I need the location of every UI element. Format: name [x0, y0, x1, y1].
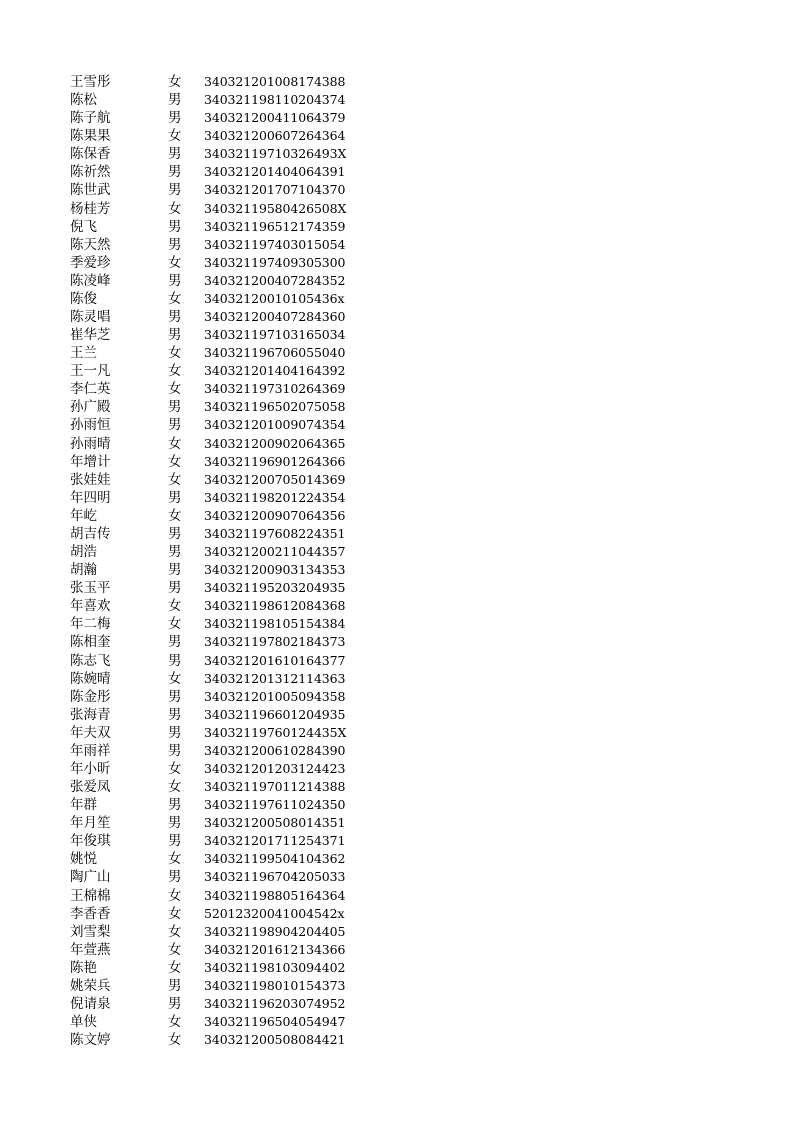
id-number-cell: 340321201711254371 — [204, 833, 346, 849]
gender-cell: 女 — [168, 598, 182, 615]
gender-cell: 女 — [168, 959, 182, 976]
table-row — [70, 597, 370, 615]
roster-table — [70, 73, 370, 1049]
table-row — [70, 380, 370, 398]
table-row — [70, 435, 370, 453]
table-row — [70, 181, 370, 199]
table-row — [70, 416, 370, 434]
id-number-cell: 340321200902064365 — [204, 435, 346, 451]
id-number-cell: 340321196203074952 — [204, 995, 346, 1011]
id-number-cell: 340321200508014351 — [204, 815, 346, 831]
name-cell: 年四明 — [70, 489, 111, 506]
id-number-cell: 340321200211044357 — [204, 544, 346, 560]
gender-cell: 男 — [168, 742, 182, 759]
gender-cell: 男 — [168, 977, 182, 994]
name-cell: 刘雪梨 — [70, 923, 111, 940]
table-row — [70, 344, 370, 362]
id-number-cell: 340321197608224351 — [204, 525, 346, 541]
gender-cell: 女 — [168, 507, 182, 524]
table-row — [70, 200, 370, 218]
id-number-cell: 340321198010154373 — [204, 977, 346, 993]
gender-cell: 男 — [168, 417, 182, 434]
gender-cell: 女 — [168, 254, 182, 271]
gender-cell: 男 — [168, 218, 182, 235]
table-row — [70, 905, 370, 923]
gender-cell: 男 — [168, 327, 182, 344]
id-number-cell: 340321201005094358 — [204, 688, 346, 704]
name-cell: 陈祈然 — [70, 164, 111, 181]
gender-cell: 男 — [168, 815, 182, 832]
gender-cell: 男 — [168, 272, 182, 289]
gender-cell: 女 — [168, 851, 182, 868]
id-number-cell: 340321200903134353 — [204, 562, 346, 578]
name-cell: 姚悦 — [70, 851, 97, 868]
id-number-cell: 340321201203124423 — [204, 760, 346, 776]
table-row — [70, 850, 370, 868]
table-row — [70, 995, 370, 1013]
gender-cell: 女 — [168, 760, 182, 777]
table-row — [70, 254, 370, 272]
id-number-cell: 340321197310264369 — [204, 381, 346, 397]
name-cell: 陈子航 — [70, 110, 111, 127]
name-cell: 张海青 — [70, 706, 111, 723]
name-cell: 王雪彤 — [70, 74, 111, 90]
id-number-cell: 340321196504054947 — [204, 1014, 346, 1030]
id-number-cell: 340321201707104370 — [204, 182, 346, 198]
table-row — [70, 489, 370, 507]
id-number-cell: 340321198904204405 — [204, 923, 346, 939]
gender-cell: 女 — [168, 670, 182, 687]
id-number-cell: 34032120010105436x — [204, 290, 345, 306]
name-cell: 陈保香 — [70, 146, 111, 163]
gender-cell: 男 — [168, 182, 182, 199]
gender-cell: 女 — [168, 887, 182, 904]
name-cell: 年小昕 — [70, 760, 111, 777]
name-cell: 陈凌峰 — [70, 272, 111, 289]
gender-cell: 男 — [168, 562, 182, 579]
table-row — [70, 453, 370, 471]
id-number-cell: 340321201312114363 — [204, 670, 346, 686]
gender-cell: 男 — [168, 688, 182, 705]
table-row — [70, 941, 370, 959]
table-row — [70, 1031, 370, 1049]
table-row — [70, 290, 370, 308]
gender-cell: 男 — [168, 833, 182, 850]
table-row — [70, 778, 370, 796]
id-number-cell: 340321201009074354 — [204, 417, 346, 433]
gender-cell: 男 — [168, 236, 182, 253]
name-cell: 陈金彤 — [70, 688, 111, 705]
table-row — [70, 272, 370, 290]
gender-cell: 女 — [168, 471, 182, 488]
name-cell: 姚荣兵 — [70, 977, 111, 994]
gender-cell: 女 — [168, 905, 182, 922]
gender-cell: 男 — [168, 652, 182, 669]
table-row — [70, 923, 370, 941]
table-row — [70, 507, 370, 525]
name-cell: 孙雨恒 — [70, 417, 111, 434]
id-number-cell: 340321198103094402 — [204, 959, 346, 975]
name-cell: 年群 — [70, 797, 97, 814]
name-cell: 年二梅 — [70, 616, 111, 633]
table-row — [70, 796, 370, 814]
id-number-cell: 340321196502075058 — [204, 399, 346, 415]
name-cell: 陈志飞 — [70, 652, 111, 669]
name-cell: 张娃娃 — [70, 471, 111, 488]
gender-cell: 女 — [168, 290, 182, 307]
table-row — [70, 706, 370, 724]
table-row — [70, 688, 370, 706]
id-number-cell: 340321196512174359 — [204, 218, 346, 234]
gender-cell: 女 — [168, 453, 182, 470]
name-cell: 陈果果 — [70, 128, 111, 145]
gender-cell: 男 — [168, 110, 182, 127]
table-row — [70, 868, 370, 886]
gender-cell: 男 — [168, 580, 182, 597]
gender-cell: 女 — [168, 779, 182, 796]
table-row — [70, 543, 370, 561]
id-number-cell: 340321198201224354 — [204, 489, 346, 505]
gender-cell: 男 — [168, 92, 182, 109]
table-row — [70, 579, 370, 597]
name-cell: 陈婉晴 — [70, 670, 111, 687]
table-row — [70, 724, 370, 742]
gender-cell: 女 — [168, 381, 182, 398]
gender-cell: 男 — [168, 309, 182, 326]
name-cell: 单侠 — [70, 1014, 97, 1031]
table-row — [70, 615, 370, 633]
gender-cell: 女 — [168, 200, 182, 217]
name-cell: 王兰 — [70, 345, 97, 362]
id-number-cell: 340321197409305300 — [204, 254, 346, 270]
table-row — [70, 91, 370, 109]
name-cell: 孙广殿 — [70, 399, 111, 416]
table-row — [70, 308, 370, 326]
id-number-cell: 340321200607264364 — [204, 128, 346, 144]
name-cell: 李香香 — [70, 905, 111, 922]
id-number-cell: 340321200907064356 — [204, 507, 346, 523]
gender-cell: 女 — [168, 1032, 182, 1049]
gender-cell: 男 — [168, 146, 182, 163]
table-row — [70, 959, 370, 977]
name-cell: 陈文婷 — [70, 1032, 111, 1049]
id-number-cell: 340321198805164364 — [204, 887, 346, 903]
id-number-cell: 340321197802184373 — [204, 634, 346, 650]
gender-cell: 男 — [168, 706, 182, 723]
name-cell: 季爱珍 — [70, 254, 111, 271]
id-number-cell: 340321197611024350 — [204, 797, 346, 813]
id-number-cell: 340321200407284360 — [204, 309, 346, 325]
name-cell: 倪飞 — [70, 218, 97, 235]
id-number-cell: 340321199504104362 — [204, 851, 346, 867]
table-row — [70, 742, 370, 760]
id-number-cell: 340321201404164392 — [204, 363, 346, 379]
id-number-cell: 340321197403015054 — [204, 236, 346, 252]
name-cell: 杨桂芳 — [70, 200, 111, 217]
table-row — [70, 814, 370, 832]
id-number-cell: 34032119760124435X — [204, 724, 347, 740]
gender-cell: 男 — [168, 164, 182, 181]
name-cell: 年雨祥 — [70, 742, 111, 759]
table-row — [70, 832, 370, 850]
name-cell: 陈世武 — [70, 182, 111, 199]
id-number-cell: 340321196706055040 — [204, 345, 346, 361]
name-cell: 年屹 — [70, 507, 97, 524]
name-cell: 陈灵唱 — [70, 309, 111, 326]
gender-cell: 女 — [168, 923, 182, 940]
id-number-cell: 340321195203204935 — [204, 580, 346, 596]
id-number-cell: 340321200705014369 — [204, 471, 346, 487]
name-cell: 王棉棉 — [70, 887, 111, 904]
name-cell: 李仁英 — [70, 381, 111, 398]
table-row — [70, 471, 370, 489]
table-row — [70, 887, 370, 905]
table-row — [70, 127, 370, 145]
id-number-cell: 340321196601204935 — [204, 706, 346, 722]
gender-cell: 男 — [168, 544, 182, 561]
id-number-cell: 340321201610164377 — [204, 652, 346, 668]
name-cell: 陈松 — [70, 92, 97, 109]
name-cell: 崔华芝 — [70, 327, 111, 344]
table-row — [70, 652, 370, 670]
gender-cell: 女 — [168, 941, 182, 958]
gender-cell: 男 — [168, 869, 182, 886]
gender-cell: 女 — [168, 435, 182, 452]
name-cell: 张爱凤 — [70, 779, 111, 796]
gender-cell: 男 — [168, 995, 182, 1012]
name-cell: 年月笙 — [70, 815, 111, 832]
id-number-cell: 340321201612134366 — [204, 941, 346, 957]
name-cell: 王一凡 — [70, 363, 111, 380]
name-cell: 倪请泉 — [70, 995, 111, 1012]
id-number-cell: 340321200411064379 — [204, 110, 346, 126]
name-cell: 年夫双 — [70, 724, 111, 741]
name-cell: 胡瀚 — [70, 562, 97, 579]
gender-cell: 女 — [168, 345, 182, 362]
table-row — [70, 73, 370, 91]
gender-cell: 男 — [168, 525, 182, 542]
name-cell: 年增计 — [70, 453, 111, 470]
gender-cell: 女 — [168, 1014, 182, 1031]
name-cell: 陈天然 — [70, 236, 111, 253]
id-number-cell: 340321200610284390 — [204, 742, 346, 758]
table-row — [70, 1013, 370, 1031]
table-row — [70, 633, 370, 651]
name-cell: 孙雨晴 — [70, 435, 111, 452]
gender-cell: 女 — [168, 74, 182, 90]
id-number-cell: 340321198110204374 — [204, 92, 346, 108]
id-number-cell: 340321200407284352 — [204, 272, 346, 288]
table-row — [70, 145, 370, 163]
table-row — [70, 977, 370, 995]
table-row — [70, 398, 370, 416]
gender-cell: 男 — [168, 724, 182, 741]
table-row — [70, 218, 370, 236]
name-cell: 年俊琪 — [70, 833, 111, 850]
id-number-cell: 340321200508084421 — [204, 1032, 346, 1048]
table-row — [70, 670, 370, 688]
id-number-cell: 340321196704205033 — [204, 869, 346, 885]
table-row — [70, 760, 370, 778]
gender-cell: 女 — [168, 363, 182, 380]
table-row — [70, 236, 370, 254]
id-number-cell: 52012320041004542x — [204, 905, 345, 921]
table-row — [70, 163, 370, 181]
gender-cell: 男 — [168, 399, 182, 416]
gender-cell: 男 — [168, 634, 182, 651]
name-cell: 年喜欢 — [70, 598, 111, 615]
table-row — [70, 326, 370, 344]
gender-cell: 女 — [168, 128, 182, 145]
id-number-cell: 34032119710326493X — [204, 146, 347, 162]
id-number-cell: 340321201008174388 — [204, 74, 346, 89]
name-cell: 陶广山 — [70, 869, 111, 886]
name-cell: 胡吉传 — [70, 525, 111, 542]
id-number-cell: 340321198612084368 — [204, 598, 346, 614]
id-number-cell: 340321198105154384 — [204, 616, 346, 632]
name-cell: 陈艳 — [70, 959, 97, 976]
name-cell: 陈俊 — [70, 290, 97, 307]
table-row — [70, 362, 370, 380]
id-number-cell: 34032119580426508X — [204, 200, 347, 216]
name-cell: 张玉平 — [70, 580, 111, 597]
table-row — [70, 561, 370, 579]
name-cell: 陈相奎 — [70, 634, 111, 651]
name-cell: 胡浩 — [70, 544, 97, 561]
gender-cell: 男 — [168, 489, 182, 506]
name-cell: 年萱燕 — [70, 941, 111, 958]
id-number-cell: 340321197011214388 — [204, 779, 346, 795]
id-number-cell: 340321196901264366 — [204, 453, 346, 469]
id-number-cell: 340321197103165034 — [204, 327, 346, 343]
table-row — [70, 109, 370, 127]
table-row — [70, 525, 370, 543]
gender-cell: 女 — [168, 616, 182, 633]
id-number-cell: 340321201404064391 — [204, 164, 346, 180]
gender-cell: 男 — [168, 797, 182, 814]
